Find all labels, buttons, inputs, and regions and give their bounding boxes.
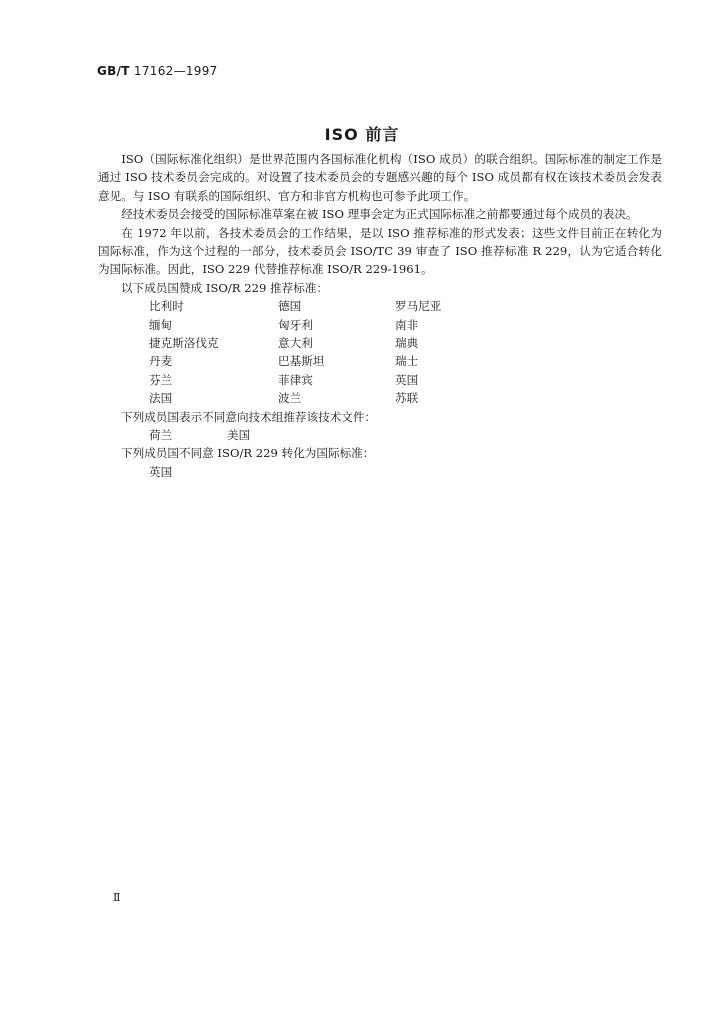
approve-country-table (149, 297, 441, 407)
paragraph-history: 在 1972 年以前，各技术委员会的工作结果，是以 ISO 推荐标准的形式发表；这些文件目前正在转化为国际标准，作为这个过程的一部分，技术委员会 ISO/TC 39 审查了 ISO 推荐标准 R 229，认为它适合转化为国际标准。因此，ISO 229 代替推荐标准 ISO/R 229-1961。 (98, 225, 662, 277)
country-cell: 苏联 (395, 391, 419, 406)
country-row (149, 297, 441, 315)
country-cell: 丹麦 (149, 354, 173, 369)
standard-code (97, 64, 218, 78)
country-cell: 瑞士 (395, 354, 419, 369)
country-row (149, 334, 441, 352)
country-row (149, 352, 441, 370)
country-cell: 意大利 (278, 336, 313, 351)
country-item: 英国 (149, 464, 173, 479)
paragraph-iso-intro: ISO（国际标准化组织）是世界范围内各国标准化机构（ISO 成员）的联合组织。国际标准的制定工作是通过 ISO 技术委员会完成的。对设置了技术委员会的专题感兴趣的每个 ISO 成员都有权在该技术委员会发表意见。与 ISO 有联系的国际组织、官方和非官方机构也可参予此项工作。 (98, 152, 662, 203)
foreword-body (98, 150, 662, 481)
country-cell: 瑞典 (395, 336, 419, 351)
country-cell: 罗马尼亚 (395, 299, 442, 314)
not-convert-country-list (149, 463, 662, 481)
disapprove-intro: 下列成员国表示不同意向技术组推荐该技术文件： (121, 409, 377, 424)
country-cell: 捷克斯洛伐克 (149, 336, 219, 351)
country-cell: 巴基斯坦 (278, 354, 325, 369)
country-item: 美国 (227, 428, 251, 443)
country-cell: 英国 (395, 372, 419, 387)
country-cell: 菲律宾 (278, 372, 313, 387)
standard-number: 17162—1997 (133, 64, 218, 78)
country-cell: 波兰 (278, 391, 302, 406)
country-row (149, 371, 441, 389)
approve-intro: 以下成员国赞成 ISO/R 229 推荐标准： (121, 280, 328, 295)
country-row (149, 389, 441, 407)
country-cell: 德国 (278, 299, 302, 314)
country-cell: 匈牙利 (278, 317, 313, 332)
page-title: ISO 前言 (324, 125, 400, 144)
country-item: 荷兰 (149, 428, 173, 443)
standard-prefix: GB/T (97, 64, 130, 78)
disapprove-country-list (149, 426, 662, 444)
page-number: Ⅱ (113, 891, 121, 904)
country-row (149, 316, 441, 334)
country-cell: 缅甸 (149, 317, 173, 332)
country-cell: 芬兰 (149, 372, 173, 387)
not-convert-intro: 下列成员国不同意 ISO/R 229 转化为国际标准： (121, 446, 375, 461)
country-cell: 比利时 (149, 299, 184, 314)
paragraph-voting: 经技术委员会接受的国际标准草案在被 ISO 理事会定为正式国际标准之前都要通过每个成员的表决。 (121, 207, 638, 222)
country-cell: 法国 (149, 391, 173, 406)
country-cell: 南非 (395, 317, 419, 332)
